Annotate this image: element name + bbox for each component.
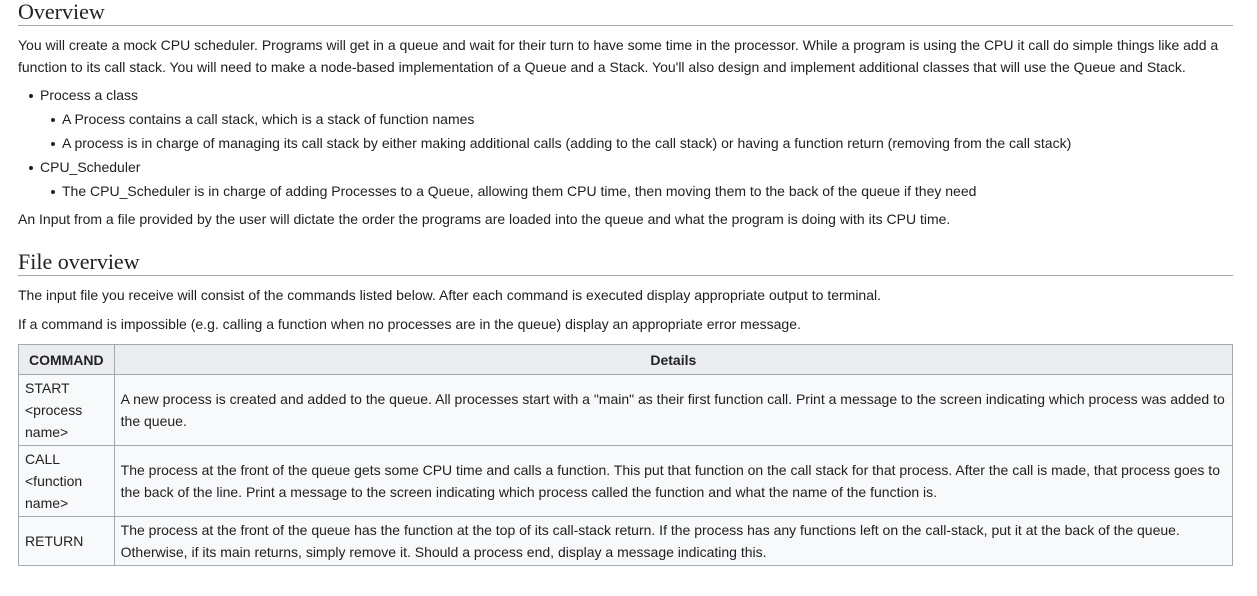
overview-list <box>18 84 1233 202</box>
overview-intro-paragraph: You will create a mock CPU scheduler. Programs will get in a queue and wait for their turn to have some time in the processor. While a program is using the CPU it call do simple things like add a function to its call stack. You will need to make a node-based implementation of a Queue and a Stack. You'll also design and implement additional classes that will use the Queue and Stack. <box>18 37 1219 75</box>
file-overview-heading: File overview <box>18 250 1233 276</box>
file-overview-paragraph-1: The input file you receive will consist of the commands listed below. After each command is executed display appropriate output to terminal. <box>18 287 882 303</box>
table-row <box>19 446 1233 517</box>
table-row <box>19 375 1233 446</box>
overview-closing-paragraph: An Input from a file provided by the user will dictate the order the programs are loaded into the queue and what the program is doing with its CPU time. <box>18 211 951 227</box>
details-cell: A new process is created and added to the queue. All processes start with a "main" as their first function call. Print a message to the screen indicating which process was added to the queue. <box>114 375 1232 446</box>
table-row <box>19 517 1233 566</box>
list-item-label: Process a class <box>40 87 139 103</box>
command-cell: START <process name> <box>19 375 115 446</box>
details-cell: The process at the front of the queue gets some CPU time and calls a function. This put that function on the call stack for that process. After the call is made, that process goes to the back of the line. Print a message to the screen indicating which process called the function and what the name of the function is. <box>114 446 1232 517</box>
file-overview-paragraph-2: If a command is impossible (e.g. calling a function when no processes are in the queue) display an appropriate error message. <box>18 316 801 332</box>
column-header-details: Details <box>114 345 1232 375</box>
commands-table <box>18 344 1233 566</box>
sublist-cpu-scheduler <box>40 180 1233 202</box>
sublist-item: The CPU_Scheduler is in charge of adding Processes to a Queue, allowing them CPU time, then moving them to the back of the queue if they need <box>62 180 1233 202</box>
column-header-command: COMMAND <box>19 345 115 375</box>
sublist-item: A Process contains a call stack, which is a stack of function names <box>62 108 1233 130</box>
details-cell: The process at the front of the queue has the function at the top of its call-stack return. If the process has any functions left on the call-stack, put it at the back of the queue. Otherwise, if its main returns, simply remove it. Should a process end, display a message indicating this. <box>114 517 1232 566</box>
sublist-item: A process is in charge of managing its call stack by either making additional calls (adding to the call stack) or having a function return (removing from the call stack) <box>62 132 1233 154</box>
command-cell: CALL <function name> <box>19 446 115 517</box>
list-item-cpu-scheduler <box>40 156 1233 202</box>
command-cell: RETURN <box>19 517 115 566</box>
list-item-label: CPU_Scheduler <box>40 159 141 175</box>
overview-heading: Overview <box>18 0 1233 26</box>
sublist-process <box>40 108 1233 154</box>
list-item-process <box>40 84 1233 154</box>
table-header-row <box>19 345 1233 375</box>
